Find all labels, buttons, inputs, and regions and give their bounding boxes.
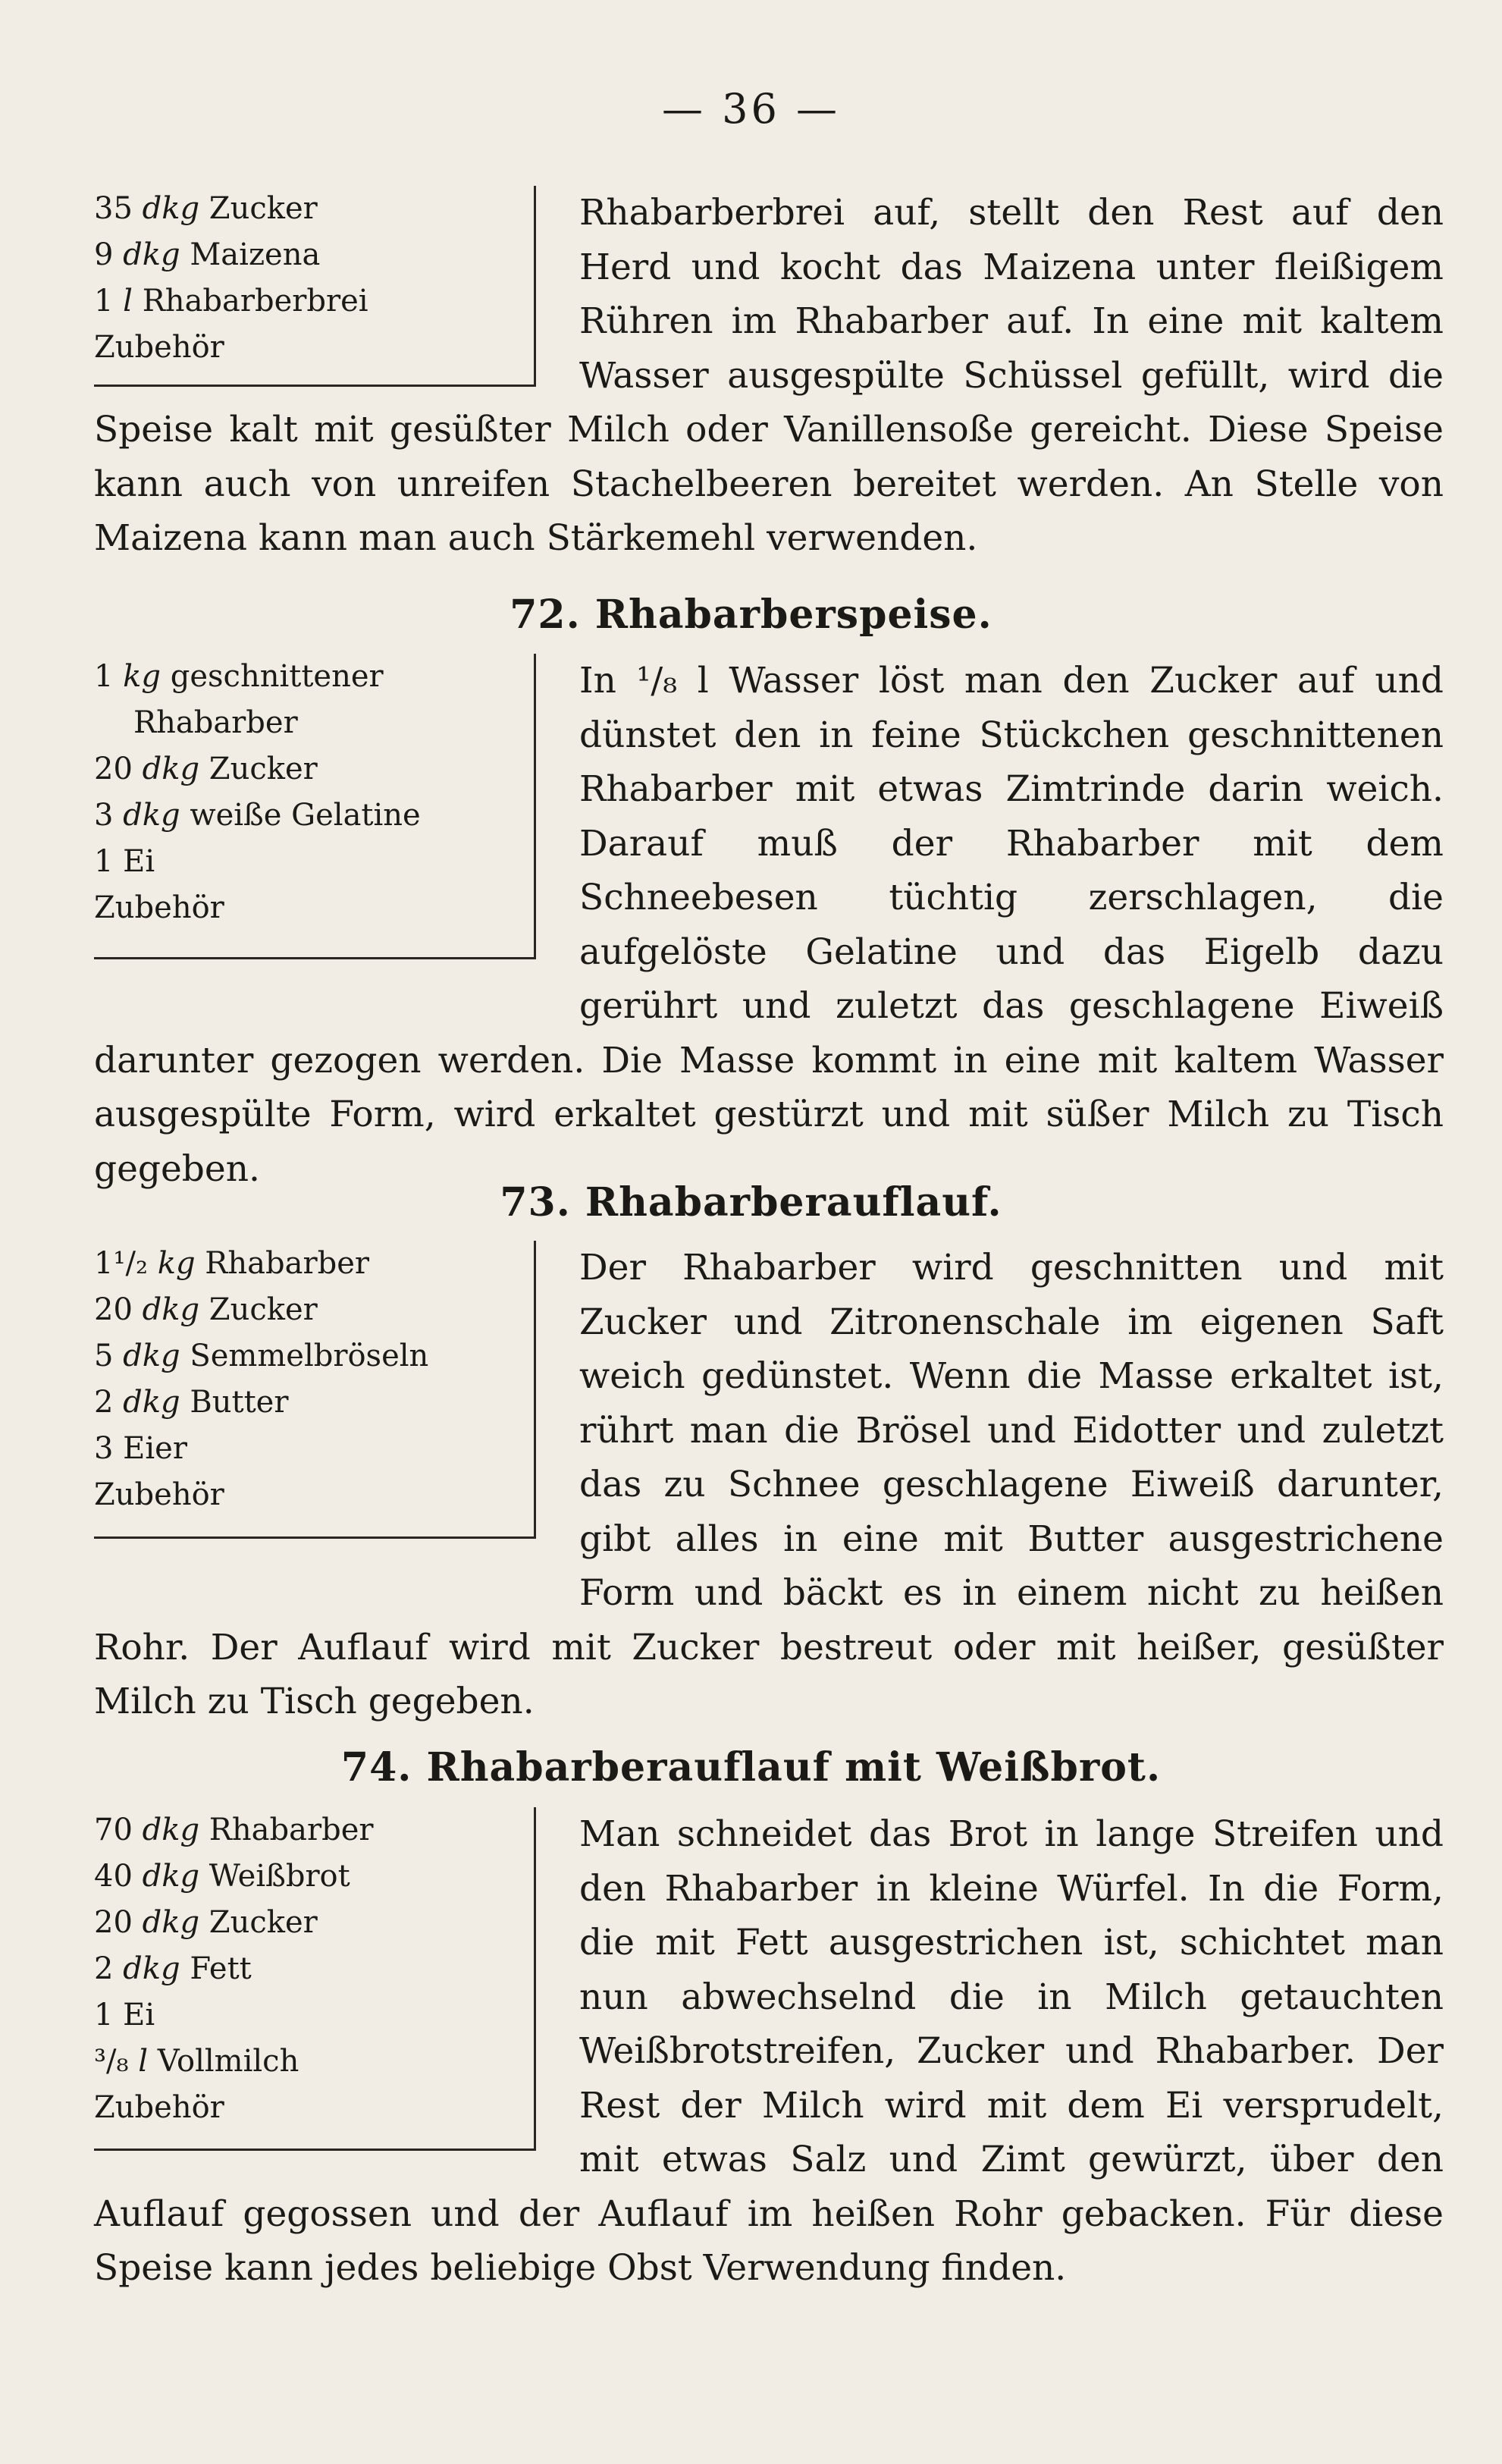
ingredient-line: 40 dkg Weißbrot (94, 1859, 350, 1894)
ingredient-line: Zubehör (94, 890, 224, 925)
recipe-text-71: Rhabarberbrei auf, stellt den Rest auf den Herd und kocht das Maizena unter fleißigem Rühren im Rhabarber auf. In eine mit kaltem Wasser ausgespülte Schüssel gefüllt, wird die Speise kalt mit gesüßter Milch oder Vanillensoße gereicht. Diese Speise kann auch von unreifen Stachelbeeren bereitet werden. An Stelle von Maizena kann man auch Stärkemehl verwenden. (94, 192, 1444, 559)
recipe-title-72: 72. Rhabarberspeise. (510, 592, 992, 638)
ingredient-line: 1¹/₂ kg Rhabarber (94, 1246, 369, 1281)
ingredient-line: 3 Eier (94, 1431, 187, 1466)
recipe-title-74: 74. Rhabarberauflauf mit Weißbrot. (340, 1744, 1162, 1791)
ingredient-line: Rhabarber (133, 705, 298, 740)
ingredient-line: Zubehör (94, 2090, 224, 2125)
ingredient-line: 20 dkg Zucker (94, 752, 318, 786)
ingredient-line: Zubehör (94, 330, 224, 365)
ingredient-line: 3 dkg weiße Gelatine (94, 798, 421, 833)
ingredient-line: 35 dkg Zucker (94, 191, 318, 226)
recipe-text-74: Man schneidet das Brot in lange Streifen und den Rhabarber in kleine Würfel. In die Form, die mit Fett ausgestrichen ist, schichtet man nun abwechselnd die in Milch getauchten Weißbrotstreifen, Zucker und Rhabarber. Der Rest der Milch wird mit dem Ei versprudelt, mit etwas Salz und Zimt gewürzt, über den Auflauf gegossen und der Auflauf im heißen Rohr gebacken. Für diese Speise kann jedes beliebige Obst Verwendung finden. (94, 1813, 1444, 2289)
ingredient-line: 1 Ei (94, 844, 155, 879)
ingredient-line: 1 l Rhabarberbrei (94, 284, 368, 319)
ingredient-line: 2 dkg Butter (94, 1385, 289, 1420)
ingredient-line: 20 dkg Zucker (94, 1905, 318, 1940)
ingredient-line: 5 dkg Semmelbröseln (94, 1339, 429, 1373)
ingredient-line: 20 dkg Zucker (94, 1292, 318, 1327)
ingredient-line: 70 dkg Rhabarber (94, 1813, 374, 1847)
ingredient-line: 1 Ei (94, 1998, 155, 2032)
ingredient-line: Zubehör (94, 1477, 224, 1512)
ingredient-line: 1 kg geschnittener (94, 659, 384, 694)
recipe-text-73: Der Rhabarber wird geschnitten und mit Zucker und Zitronenschale im eigenen Saft weich gedünstet. Wenn die Masse erkaltet ist, rührt man die Brösel und Eidotter und zuletzt das zu Schnee geschlagene Eiweiß darunter, gibt alles in eine mit Butter ausgestrichene Form und bäckt es in einem nicht zu heißen Rohr. Der Auflauf wird mit Zucker bestreut oder mit heißer, gesüßter Milch zu Tisch gegeben. (94, 1247, 1444, 1722)
ingredient-line: ³/₈ l Vollmilch (94, 2044, 299, 2079)
recipe-text-72: In ¹/₈ l Wasser löst man den Zucker auf und dünstet den in feine Stückchen geschnittenen Rhabarber mit etwas Zimtrinde darin weich. Darauf muß der Rhabarber mit dem Schneebesen tüchtig zerschlagen, die aufgelöste Gelatine und das Eigelb dazu gerührt und zuletzt das geschlagene Eiweiß darunter gezogen werden. Die Masse kommt in eine mit kaltem Wasser ausgespülte Form, wird erkaltet gestürzt und mit süßer Milch zu Tisch gegeben. (94, 660, 1444, 1190)
recipe-title-73: 73. Rhabarberauflauf. (500, 1179, 1002, 1226)
page-number: — 36 — (661, 85, 841, 133)
ingredient-line: 2 dkg Fett (94, 1951, 252, 1986)
ingredient-line: 9 dkg Maizena (94, 237, 321, 272)
